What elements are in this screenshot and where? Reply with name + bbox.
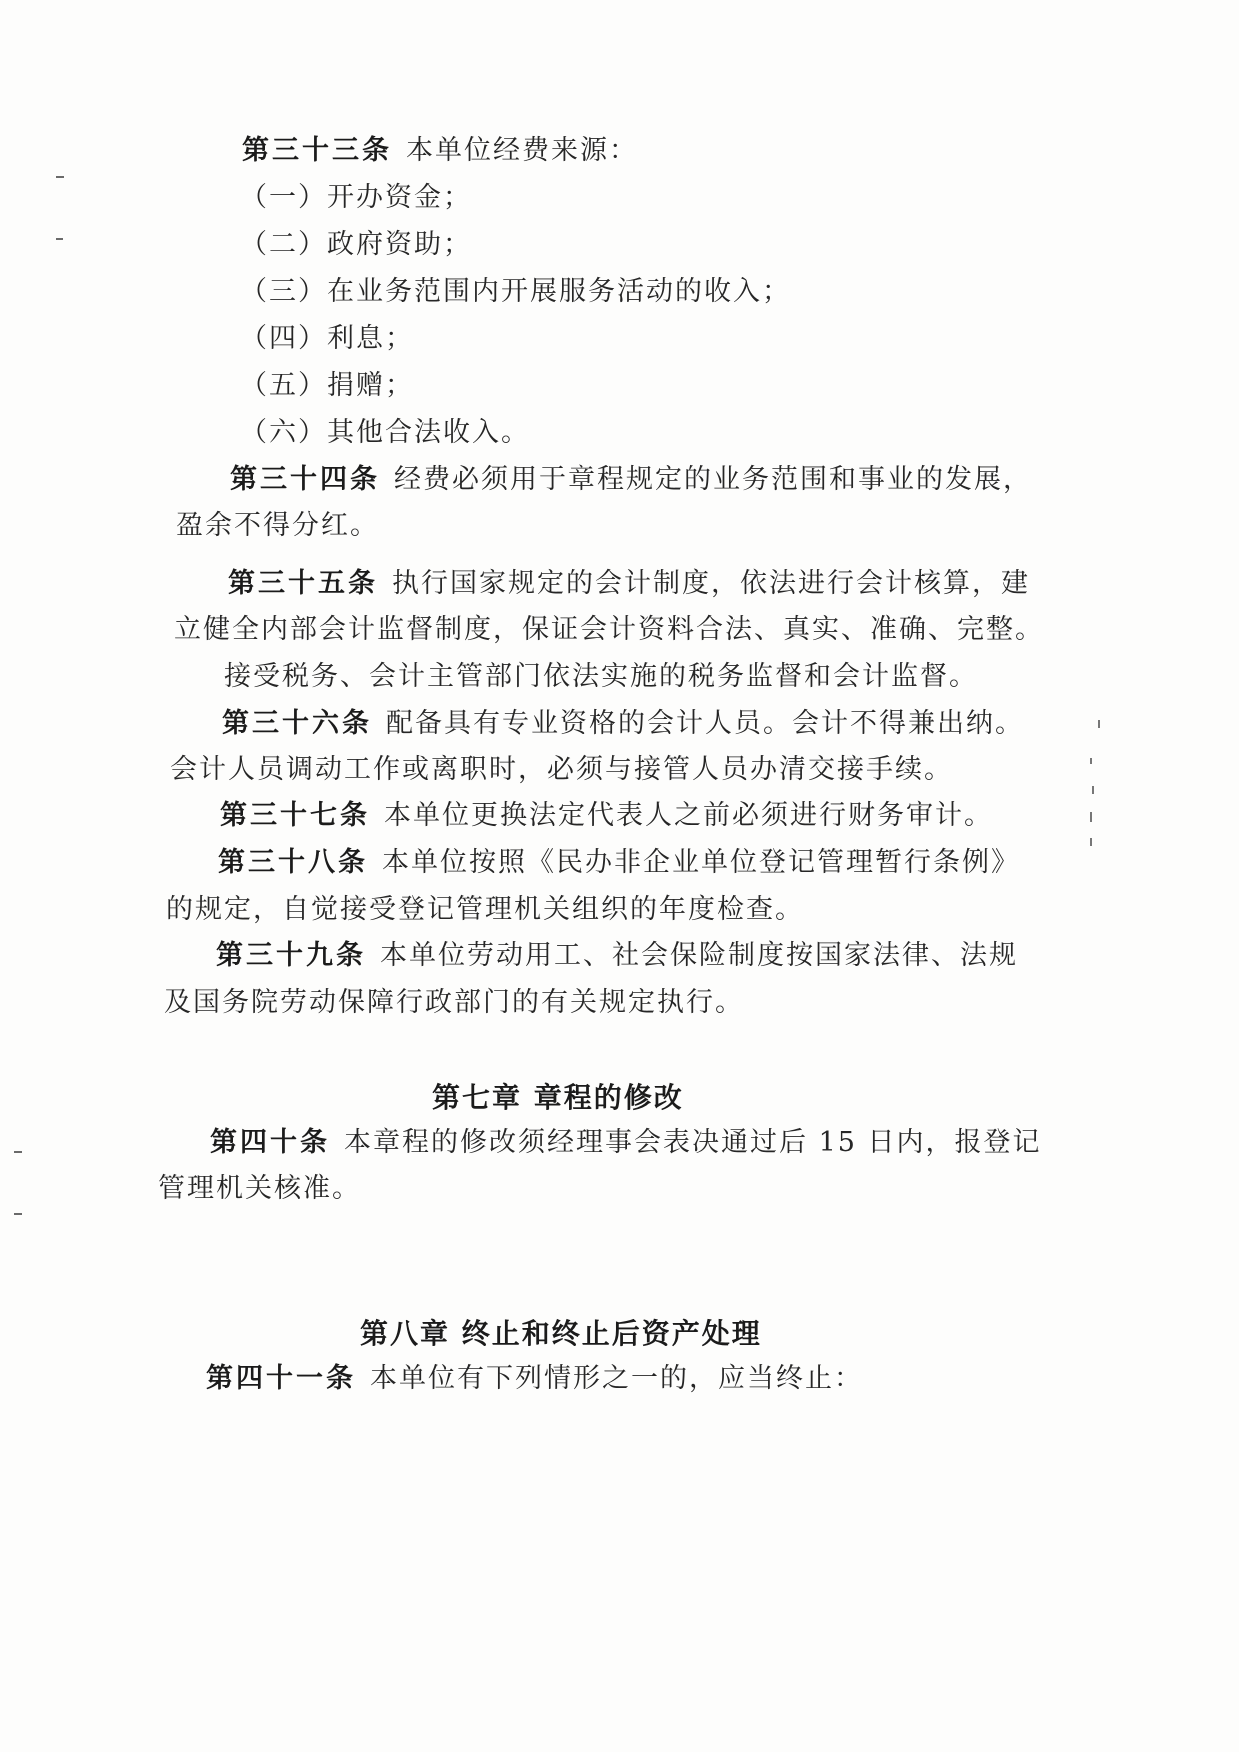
funding-item: （五）捐赠； <box>240 370 414 401</box>
article-number: 第三十六条 <box>222 708 372 739</box>
article-text: 本单位按照《民办非企业单位登记管理暂行条例》 <box>382 847 1020 878</box>
scan-speck <box>1090 758 1092 764</box>
article-text: 执行国家规定的会计制度，依法进行会计核算，建 <box>392 568 1030 599</box>
article-number: 第三十九条 <box>216 940 366 971</box>
article-text: 经费必须用于章程规定的业务范围和事业的发展， <box>394 464 1032 495</box>
scan-mark <box>14 1151 22 1153</box>
scan-speck <box>1090 838 1092 846</box>
article-text: 本单位经费来源： <box>406 135 638 166</box>
article-39-line-1 <box>216 939 1018 973</box>
chapter-8-title: 第八章 终止和终止后资产处理 <box>360 1317 762 1350</box>
article-number: 第四十条 <box>210 1127 330 1158</box>
article-39-line-2: 及国务院劳动保障行政部门的有关规定执行。 <box>164 987 744 1018</box>
article-number: 第三十五条 <box>228 568 378 599</box>
article-text: 本单位有下列情形之一的，应当终止： <box>370 1363 863 1394</box>
article-number: 第三十三条 <box>242 135 392 166</box>
article-33-heading <box>242 134 638 168</box>
article-number: 第三十八条 <box>218 847 368 878</box>
scan-speck <box>1098 720 1100 728</box>
scan-mark <box>56 176 64 178</box>
funding-item: （四）利息； <box>240 323 414 354</box>
article-34-line-1 <box>230 463 1032 497</box>
article-text: 本单位更换法定代表人之前必须进行财务审计。 <box>384 800 993 831</box>
article-40-line-2: 管理机关核准。 <box>158 1173 361 1204</box>
funding-item: （六）其他合法收入。 <box>240 417 530 448</box>
article-36-line-2: 会计人员调动工作或离职时，必须与接管人员办清交接手续。 <box>170 754 953 785</box>
article-38-line-1 <box>218 846 1020 880</box>
article-35-line-3: 接受税务、会计主管部门依法实施的税务监督和会计监督。 <box>224 661 978 692</box>
article-37-line-1 <box>220 799 993 833</box>
funding-item: （三）在业务范围内开展服务活动的收入； <box>240 276 791 307</box>
article-34-line-2: 盈余不得分红。 <box>176 510 379 541</box>
article-40-line-1 <box>210 1126 1042 1160</box>
article-35-line-2: 立健全内部会计监督制度，保证会计资料合法、真实、准确、完整。 <box>174 614 1044 645</box>
article-36-line-1 <box>222 707 1024 741</box>
article-text: 本单位劳动用工、社会保险制度按国家法律、法规 <box>380 940 1018 971</box>
article-number: 第四十一条 <box>206 1363 356 1394</box>
scan-speck <box>1090 812 1092 822</box>
article-number: 第三十四条 <box>230 464 380 495</box>
scan-mark <box>14 1213 22 1215</box>
scan-speck <box>1092 786 1094 794</box>
article-text: 本章程的修改须经理事会表决通过后 15 日内，报登记 <box>344 1127 1042 1158</box>
article-35-line-1 <box>228 567 1030 601</box>
article-41-line-1 <box>206 1362 863 1396</box>
article-number: 第三十七条 <box>220 800 370 831</box>
funding-item: （一）开办资金； <box>240 182 472 213</box>
scan-mark <box>56 238 63 240</box>
article-text: 配备具有专业资格的会计人员。会计不得兼出纳。 <box>386 708 1024 739</box>
article-38-line-2: 的规定，自觉接受登记管理机关组织的年度检查。 <box>166 894 804 925</box>
chapter-7-title: 第七章 章程的修改 <box>432 1081 684 1114</box>
funding-item: （二）政府资助； <box>240 229 472 260</box>
